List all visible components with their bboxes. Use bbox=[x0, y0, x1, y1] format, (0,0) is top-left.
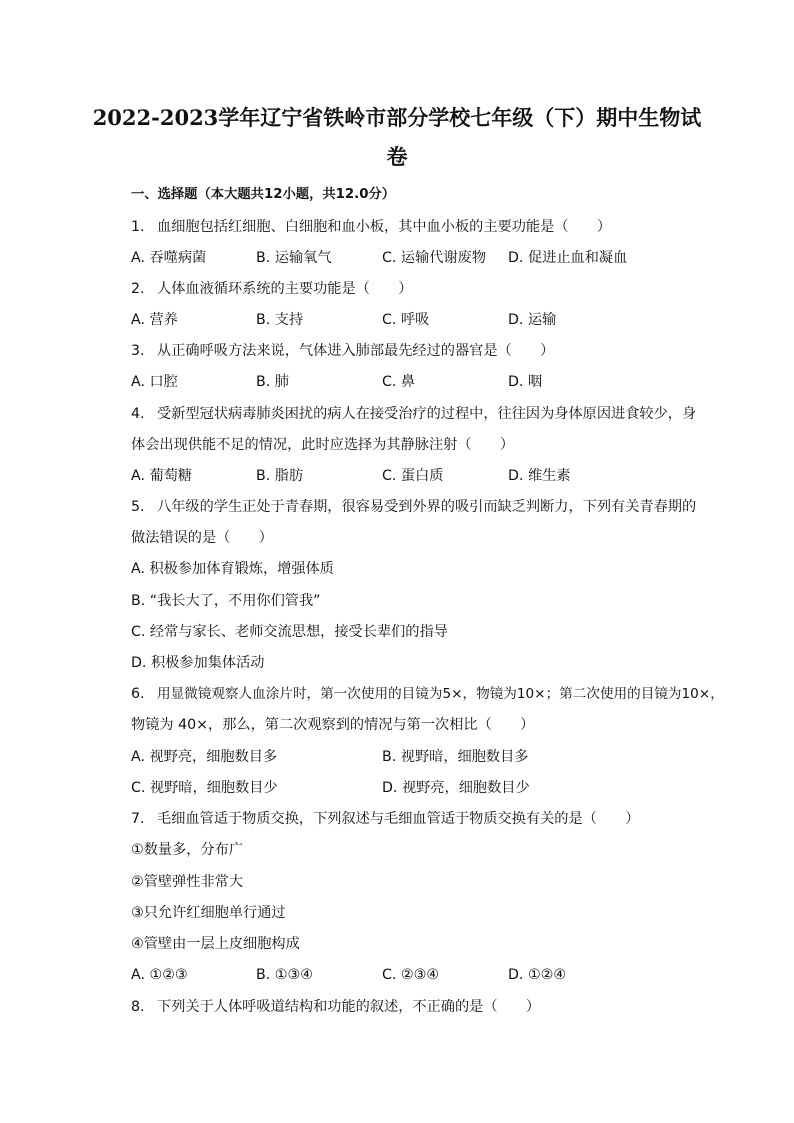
statement-1: ①数量多，分布广 bbox=[131, 842, 244, 858]
option-c: C. 鼻 bbox=[382, 374, 416, 390]
question-7 bbox=[131, 810, 639, 828]
option-a: A. 吞噬病菌 bbox=[131, 250, 207, 266]
option-b: B. 运输氧气 bbox=[256, 250, 332, 266]
question-stem: 从正确呼吸方法来说，气体进入肺部最先经过的器官是（ ） bbox=[157, 343, 555, 359]
statement-2: ②管壁弹性非常大 bbox=[131, 874, 244, 890]
option-c: C. 经常与家长、老师交流思想，接受长辈们的指导 bbox=[131, 624, 448, 640]
option-d: D. 咽 bbox=[508, 374, 543, 390]
option-a: A. 葡萄糖 bbox=[131, 468, 193, 484]
section-heading: 一、选择题（本大题共12小题，共12.0分） bbox=[131, 187, 396, 202]
question-number: 7. bbox=[131, 811, 145, 827]
question-number: 6. bbox=[131, 686, 145, 702]
question-number: 1. bbox=[131, 219, 145, 235]
page-title-line-2: 卷 bbox=[386, 144, 408, 169]
question-stem: 用显微镜观察人血涂片时，第一次使用的目镜为5×，物镜为10×；第二次使用的目镜为10×， bbox=[157, 686, 724, 702]
option-c: C. 视野暗，细胞数目少 bbox=[131, 780, 278, 796]
option-d: D. ①②④ bbox=[508, 967, 567, 983]
question-stem: 血细胞包括红细胞、白细胞和血小板，其中血小板的主要功能是（ ） bbox=[157, 219, 612, 235]
question-stem: 下列关于人体呼吸道结构和功能的叙述，不正确的是（ ） bbox=[157, 999, 541, 1015]
question-stem-continued: 体会出现供能不足的情况，此时应选择为其静脉注射（ ） bbox=[131, 437, 515, 453]
option-c: C. 蛋白质 bbox=[382, 468, 444, 484]
question-stem: 八年级的学生正处于青春期，很容易受到外界的吸引而缺乏判断力，下列有关青春期的 bbox=[157, 499, 697, 515]
option-b: B. 视野暗，细胞数目多 bbox=[382, 749, 529, 765]
question-5 bbox=[131, 498, 696, 516]
option-a: A. 积极参加体育锻炼，增强体质 bbox=[131, 561, 334, 577]
option-b: B. ①③④ bbox=[256, 967, 313, 983]
option-c: C. 运输代谢废物 bbox=[382, 250, 487, 266]
question-number: 8. bbox=[131, 999, 145, 1015]
statement-3: ③只允许红细胞单行通过 bbox=[131, 905, 286, 921]
option-a: A. 视野亮，细胞数目多 bbox=[131, 749, 278, 765]
question-number: 2. bbox=[131, 281, 145, 297]
question-number: 3. bbox=[131, 343, 145, 359]
option-b: B. “我长大了，不用你们管我” bbox=[131, 593, 321, 609]
question-stem-continued: 物镜为 40×，那么，第二次观察到的情况与第一次相比（ ） bbox=[131, 717, 535, 733]
option-a: A. ①②③ bbox=[131, 967, 188, 983]
option-d: D. 促进止血和凝血 bbox=[508, 250, 628, 266]
option-d: D. 积极参加集体活动 bbox=[131, 655, 265, 671]
question-6 bbox=[131, 685, 724, 703]
statement-4: ④管壁由一层上皮细胞构成 bbox=[131, 936, 300, 952]
question-3 bbox=[131, 342, 554, 360]
question-stem: 受新型冠状病毒肺炎困扰的病人在接受治疗的过程中，往往因为身体原因进食较少，身 bbox=[157, 406, 697, 422]
option-a: A. 口腔 bbox=[131, 374, 178, 390]
question-stem: 毛细血管适于物质交换，下列叙述与毛细血管适于物质交换有关的是（ ） bbox=[157, 811, 640, 827]
option-a: A. 营养 bbox=[131, 312, 178, 328]
option-b: B. 肺 bbox=[256, 374, 289, 390]
question-4 bbox=[131, 405, 696, 423]
question-number: 4. bbox=[131, 406, 145, 422]
page-title-line-1: 2022-2023学年辽宁省铁岭市部分学校七年级（下）期中生物试 bbox=[92, 105, 702, 130]
question-stem: 人体血液循环系统的主要功能是（ ） bbox=[157, 281, 413, 297]
option-b: B. 脂肪 bbox=[256, 468, 304, 484]
question-1 bbox=[131, 218, 611, 236]
option-d: D. 视野亮，细胞数目少 bbox=[382, 780, 530, 796]
question-stem-continued: 做法错误的是（ ） bbox=[131, 530, 273, 546]
question-number: 5. bbox=[131, 499, 145, 515]
option-b: B. 支持 bbox=[256, 312, 304, 328]
option-c: C. ②③④ bbox=[382, 967, 440, 983]
option-c: C. 呼吸 bbox=[382, 312, 430, 328]
option-d: D. 维生素 bbox=[508, 468, 571, 484]
option-d: D. 运输 bbox=[508, 312, 557, 328]
question-2 bbox=[131, 280, 412, 298]
question-8 bbox=[131, 998, 540, 1016]
